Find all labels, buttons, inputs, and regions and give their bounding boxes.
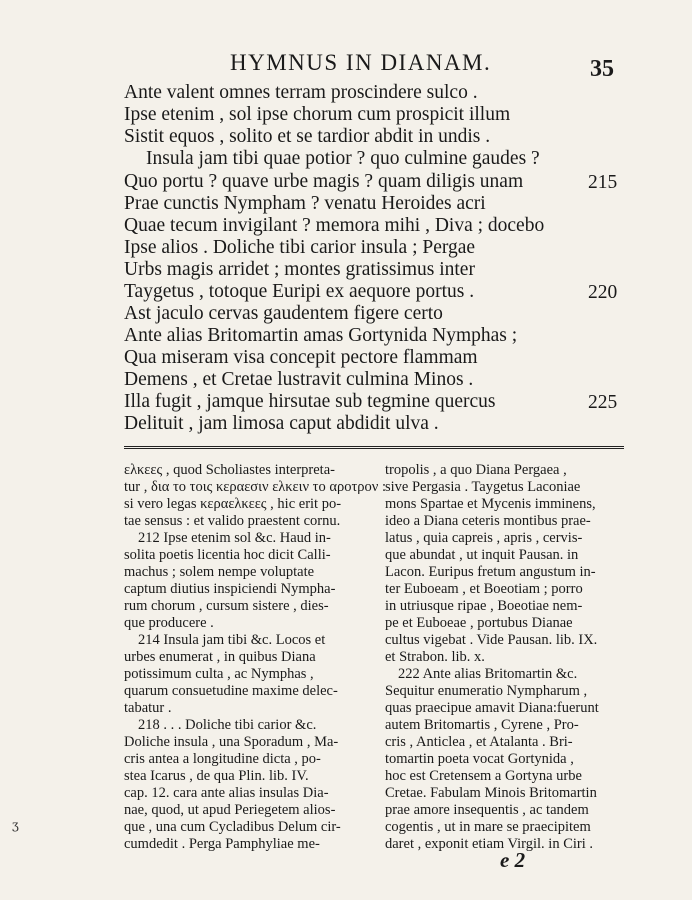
- note-line: stea Icarus , de qua Plin. lib. IV.: [124, 768, 309, 784]
- verse-line: Ast jaculo cervas gaudentem figere certo: [124, 303, 443, 324]
- line-number: 220: [588, 282, 618, 303]
- note-line: si vero legas κεραελκεες , hic erit po-: [124, 496, 342, 512]
- note-line: que producere .: [124, 615, 214, 631]
- note-line: cultus vigebat . Vide Pausan. lib. IX.: [385, 632, 598, 648]
- verse-line: Quae tecum invigilant ? memora mihi , Diva ; docebo: [124, 215, 545, 236]
- note-line: 218 . . . Doliche tibi carior &c.: [138, 717, 317, 733]
- note-line: 222 Ante alias Britomartin &c.: [398, 666, 578, 682]
- note-line: pe et Euboeae , portubus Dianae: [385, 615, 573, 631]
- note-line: mons Spartae et Mycenis imminens,: [385, 496, 596, 512]
- note-line: daret , exponit etiam Virgil. in Ciri .: [385, 836, 594, 852]
- note-line: cris antea a longitudine dicta , po-: [124, 751, 321, 767]
- note-line: cogentis , ut in mare se praecipitem: [385, 819, 591, 835]
- verse-line: Insula jam tibi quae potior ? quo culmine gaudes ?: [146, 148, 540, 169]
- note-line: Doliche insula , una Sporadum , Ma-: [124, 734, 339, 750]
- note-line: in utriusque ripae , Boeotiae nem-: [385, 598, 583, 614]
- verse-line: Taygetus , totoque Euripi ex aequore portus .: [124, 281, 475, 302]
- running-head: [0, 50, 692, 82]
- note-line: hoc est Cretensem a Gortyna urbe: [385, 768, 582, 784]
- note-line: ελκεες , quod Scholiastes interpreta-: [124, 462, 335, 478]
- verse-line: Ante valent omnes terram proscindere sulco .: [124, 82, 478, 103]
- verse-line: Ante alias Britomartin amas Gortynida Nymphas ;: [124, 325, 518, 346]
- note-line: solita poetis licentia hoc dicit Calli-: [124, 547, 331, 563]
- notes-separator-rule: [124, 446, 624, 449]
- note-line: ideo a Diana ceteris montibus prae-: [385, 513, 591, 529]
- note-line: potissimum culta , ac Nymphas ,: [124, 666, 314, 682]
- verse-line: Prae cunctis Nympham ? venatu Heroides acri: [124, 193, 486, 214]
- running-title: HYMNUS IN DIANAM.: [230, 50, 492, 75]
- verse-line: Illa fugit , jamque hirsutae sub tegmine quercus: [124, 391, 496, 412]
- verse-line: Delituit , jam limosa caput abdidit ulva .: [124, 413, 439, 434]
- note-line: 214 Insula jam tibi &c. Locos et: [138, 632, 326, 648]
- verse-line: Demens , et Cretae lustravit culmina Minos .: [124, 369, 474, 390]
- note-line: captum diutius inspiciendi Nympha-: [124, 581, 336, 597]
- note-line: sive Pergasia . Taygetus Laconiae: [385, 479, 581, 495]
- verse-line: Ipse alios . Doliche tibi carior insula ; Pergae: [124, 237, 476, 258]
- note-line: tur , δια το τοις κεραεσιν ελκειν το αροτρον :: [124, 479, 386, 495]
- note-line: tomartin poeta vocat Gortynida ,: [385, 751, 574, 767]
- verse-line: Sistit equos , solito et se tardior abdit in undis .: [124, 126, 491, 147]
- line-number: 225: [588, 392, 618, 413]
- note-line: cris , Anticlea , et Atalanta . Bri-: [385, 734, 573, 750]
- margin-mark: ʒ: [12, 818, 19, 832]
- note-line: ter Euboeam , et Boeotiam ; porro: [385, 581, 583, 597]
- page-number: 35: [590, 56, 614, 82]
- note-line: urbes enumerat , in quibus Diana: [124, 649, 316, 665]
- verse-line: Urbs magis arridet ; montes gratissimus inter: [124, 259, 475, 280]
- note-line: prae amore insequentis , ac tandem: [385, 802, 589, 818]
- verse-line: Qua miseram visa concepit pectore flammam: [124, 347, 478, 368]
- line-number: 215: [588, 172, 618, 193]
- note-line: rum chorum , cursum sistere , dies-: [124, 598, 329, 614]
- note-line: autem Britomartis , Cyrene , Pro-: [385, 717, 579, 733]
- verse-line: Ipse etenim , sol ipse chorum cum prospicit illum: [124, 104, 511, 125]
- note-line: tropolis , a quo Diana Pergaea ,: [385, 462, 567, 478]
- note-line: Sequitur enumeratio Nympharum ,: [385, 683, 588, 699]
- verse-line: Quo portu ? quave urbe magis ? quam diligis unam: [124, 171, 524, 192]
- note-line: tae sensus : et valido praestent cornu.: [124, 513, 341, 529]
- note-line: Lacon. Euripus fretum angustum in-: [385, 564, 596, 580]
- note-line: et Strabon. lib. x.: [385, 649, 485, 665]
- note-line: que abundat , ut inquit Pausan. in: [385, 547, 579, 563]
- note-line: quas praecipue amavit Diana:fuerunt: [385, 700, 599, 716]
- note-line: tabatur .: [124, 700, 172, 716]
- signature-mark: e 2: [500, 848, 526, 872]
- note-line: machus ; solem nempe voluptate: [124, 564, 315, 580]
- note-line: cumdedit . Perga Pamphyliae me-: [124, 836, 320, 852]
- note-line: quarum consuetudine maxime delec-: [124, 683, 338, 699]
- note-line: que , una cum Cycladibus Delum cir-: [124, 819, 341, 835]
- note-line: 212 Ipse etenim sol &c. Haud in-: [138, 530, 331, 546]
- note-line: nae, quod, ut apud Periegetem alios-: [124, 802, 336, 818]
- note-line: cap. 12. cara ante alias insulas Dia-: [124, 785, 329, 801]
- note-line: Cretae. Fabulam Minois Britomartin: [385, 785, 597, 801]
- note-line: latus , quia capreis , apris , cervis-: [385, 530, 583, 546]
